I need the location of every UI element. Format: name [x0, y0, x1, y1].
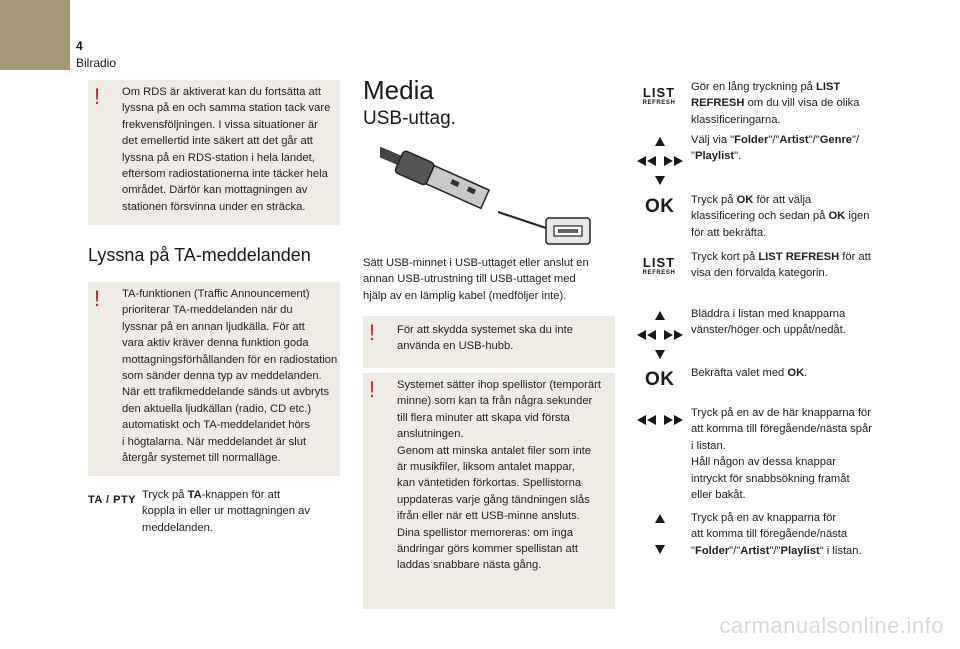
exclamation-icon: !: [94, 84, 101, 109]
ok-icon: OK: [645, 196, 675, 217]
ta-instruction: Tryck på TA-knappen för att koppla in eller ur mottagningen av meddelanden.: [142, 489, 310, 534]
rds-note: [88, 80, 340, 225]
media-title: Media: [363, 75, 434, 105]
list-refresh-icon: LIST REFRESH: [642, 85, 676, 106]
ta-heading: Lyssna på TA-meddelanden: [88, 245, 311, 265]
select-category-text: Välj via "Folder"/"Artist"/"Genre"/ "Playlist".: [691, 134, 860, 163]
arrow-cross-icon: [636, 311, 684, 359]
folder-skip-text: Tryck på en av knapparna för att komma till föregående/nästa "Folder"/"Artist"/"Playlist" i listan.: [691, 512, 862, 557]
up-down-arrows-icon: [653, 514, 667, 554]
long-press-list-text: Gör en lång tryckning på LIST REFRESH om du vill visa de olika klassificeringarna.: [691, 81, 860, 126]
chapter-title: Bilradio: [76, 56, 117, 70]
ok-confirm-text: Tryck på OK för att välja klassificering och sedan på OK igen för att bekräfta.: [691, 194, 870, 239]
chapter-tab: [0, 0, 70, 70]
exclamation-icon: !: [94, 286, 101, 311]
watermark: carmanualsonline.info: [719, 613, 944, 638]
rds-note-text: Om RDS är aktiverat kan du fortsätta att lyssna på en och samma station tack vare frekvensföljningen. I vissa situationer är det emellertid inte säkert att det går att lyssna på en RDS-station i hela landet, eftersom radiostationerna inte täcker hela området. Därför kan mottagningen av stationen försvinna under en sträcka.: [122, 86, 331, 213]
confirm-ok-text: Bekräfta valet med OK.: [691, 367, 808, 379]
browse-list-text: Bläddra i listan med knapparna vänster/höger och uppåt/nedåt.: [691, 308, 846, 337]
ta-pty-button-icon: TA / PTY: [88, 494, 136, 506]
skip-arrows-icon: [636, 413, 684, 427]
playlist-note: [363, 373, 615, 609]
arrow-cross-icon: [636, 137, 684, 185]
usb-subtitle: USB-uttag.: [363, 108, 456, 129]
page-number: 4: [76, 39, 83, 53]
usb-instructions: Sätt USB-minnet i USB-uttaget eller anslut en annan USB-utrustning till USB-uttaget med hjälp av en lämplig kabel (medföljer inte).: [363, 257, 589, 302]
hub-note-text: För att skydda systemet ska du inte använda en USB-hubb.: [397, 324, 573, 353]
short-press-list-text: Tryck kort på LIST REFRESH för att visa den förvalda kategorin.: [691, 251, 871, 280]
ok-icon: OK: [645, 369, 675, 390]
exclamation-icon: !: [369, 320, 376, 345]
ta-note-text: TA-funktionen (Traffic Announcement) prioriterar TA-meddelanden när du lyssnar på en annan ljudkälla. För att vara aktiv kräver denna funktion goda mottagningsförhållanden för en radiostation som sänder denna typ av meddelanden. När ett trafikmeddelande sänds ut avbryts den aktuella ljudkällan (radio, CD etc.) automatiskt och TA-meddelandet hörs i högtalarna. När meddelandet är slut återgår systemet till normalläge.: [122, 288, 338, 465]
playlist-note-text: Systemet sätter ihop spellistor (temporärt minne) som kan ta från några sekunder till flera minuter att skapa vid första anslutningen. Genom att minska antalet filer som inte är musikfiler, liksom antalet mappar, kan väntetiden förkortas. Spellistorna uppdateras varje gång tändningen slås ifrån eller när ett USB-minne ansluts. Dina spellistor memoreras: om inga ändringar görs kommer spellistan att laddas snabbare nästa gång.: [397, 379, 601, 572]
list-refresh-icon: LIST REFRESH: [642, 255, 676, 276]
track-skip-text: Tryck på en av de här knapparna för att komma till föregående/nästa spår i listan. Håll någon av dessa knappar intryckt för snabbsökning framåt eller bakåt.: [691, 407, 872, 502]
hub-note: [363, 316, 615, 368]
usb-plug-icon: [380, 138, 602, 250]
ta-note: [88, 282, 340, 476]
exclamation-icon: !: [369, 377, 376, 402]
